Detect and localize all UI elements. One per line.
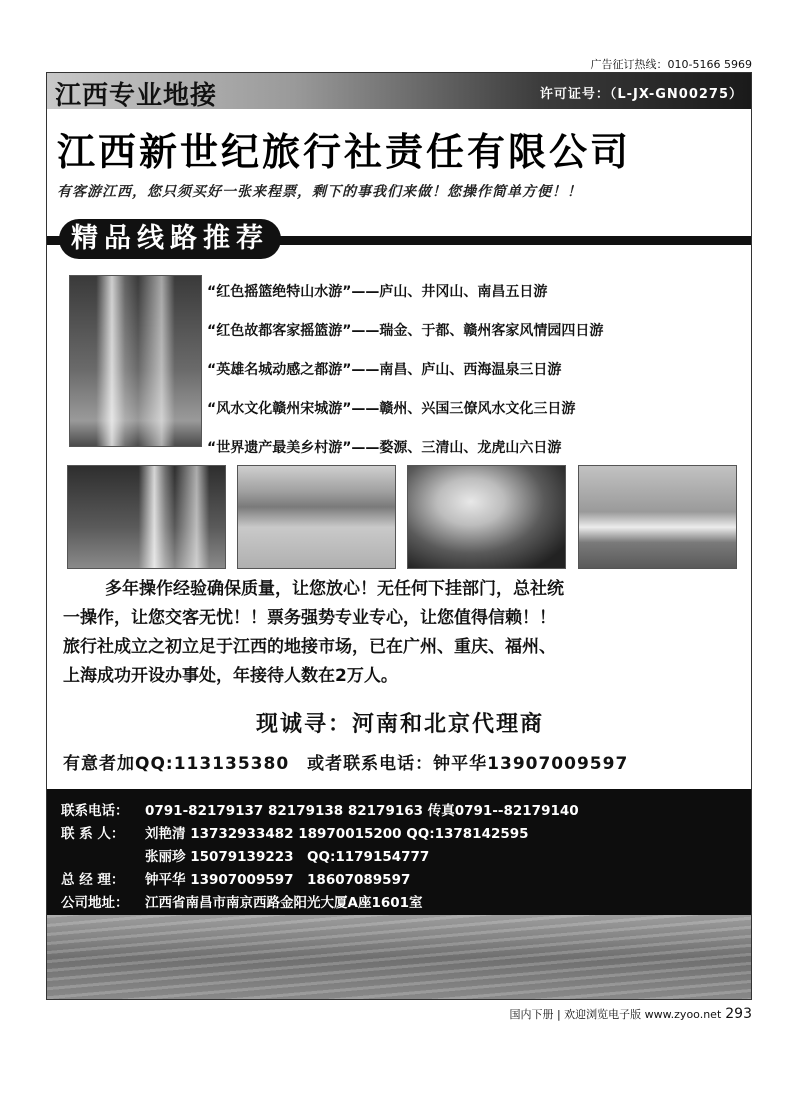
slogan: 有客游江西，您只须买好一张来程票，剩下的事我们来做！您操作简单方便！！ [57,184,582,200]
manager-value: 钟平华 13907009597 18607089597 [145,872,411,888]
route-item: “世界遗产最美乡村游”——婺源、三清山、龙虎山六日游 [207,440,562,456]
address-label: 公司地址： [61,895,129,911]
license-number: 许可证号：（L-JX-GN00275） [539,87,743,102]
header-band [47,73,751,109]
routes-heading: 精品线路推荐 [59,219,281,259]
ad-frame [46,72,752,1000]
paragraph-line: 一操作，让您交客无忧！！票务强势专业专心，让您值得信赖！！ [63,608,556,628]
water-background-image [47,915,752,1000]
address-value: 江西省南昌市南京西路金阳光大厦A座1601室 [145,895,423,911]
manager-label: 总 经 理： [61,872,125,888]
contact-label: 联 系 人： [61,826,125,842]
footer-text: 国内下册 | 欢迎浏览电子版 www.zyoo.net [509,1008,722,1021]
contact-row-2 [61,845,429,865]
band-title: 江西专业地接 [55,81,218,111]
route-item: “英雄名城动感之都游”——南昌、庐山、西海温泉三日游 [207,362,562,378]
paragraph-line: 旅行社成立之初立足于江西的地接市场，已在广州、重庆、福州、 [63,637,556,657]
agent-wanted: 现诚寻：河南和北京代理商 [255,712,544,737]
route-item: “风水文化赣州宋城游”——赣州、兴国三僚风水文化三日游 [207,401,576,417]
company-name: 江西新世纪旅行社责任有限公司 [57,130,632,174]
intro-paragraph [63,575,739,691]
route-item: “红色故都客家摇篮游”——瑞金、于都、赣州客家风情园四日游 [207,323,604,339]
contact-row [61,822,529,842]
contact-value: 张丽珍 15079139223 QQ:1179154777 [145,849,430,865]
phone-row [61,799,579,819]
route-item: “红色摇篮绝特山水游”——庐山、井冈山、南昌五日游 [207,284,548,300]
page-number: 293 [725,1006,752,1022]
contact-value: 刘艳清 13732933482 18970015200 QQ:1378142595 [145,826,529,842]
waterfall-photo-2 [67,465,226,569]
page-footer [509,1006,752,1022]
contact-info-box [47,789,752,915]
address-row [61,891,423,911]
phone-label: 联系电话： [61,803,129,819]
village-field-photo [237,465,396,569]
cave-photo [407,465,566,569]
ad-hotline: 广告征订热线：010-5166 5969 [590,58,752,71]
village-houses-photo [578,465,737,569]
phone-value: 0791-82179137 82179138 82179163 传真0791--82179140 [145,803,579,819]
waterfall-photo [69,275,202,447]
manager-row [61,868,410,888]
contact-line: 有意者加QQ:113135380 或者联系电话：钟平华13907009597 [63,754,629,774]
paragraph-line: 上海成功开设办事处，年接待人数在2万人。 [63,666,398,686]
routes-list [207,273,603,468]
paragraph-line: 多年操作经验确保质量，让您放心！无任何下挂部门，总社统 [105,579,564,599]
